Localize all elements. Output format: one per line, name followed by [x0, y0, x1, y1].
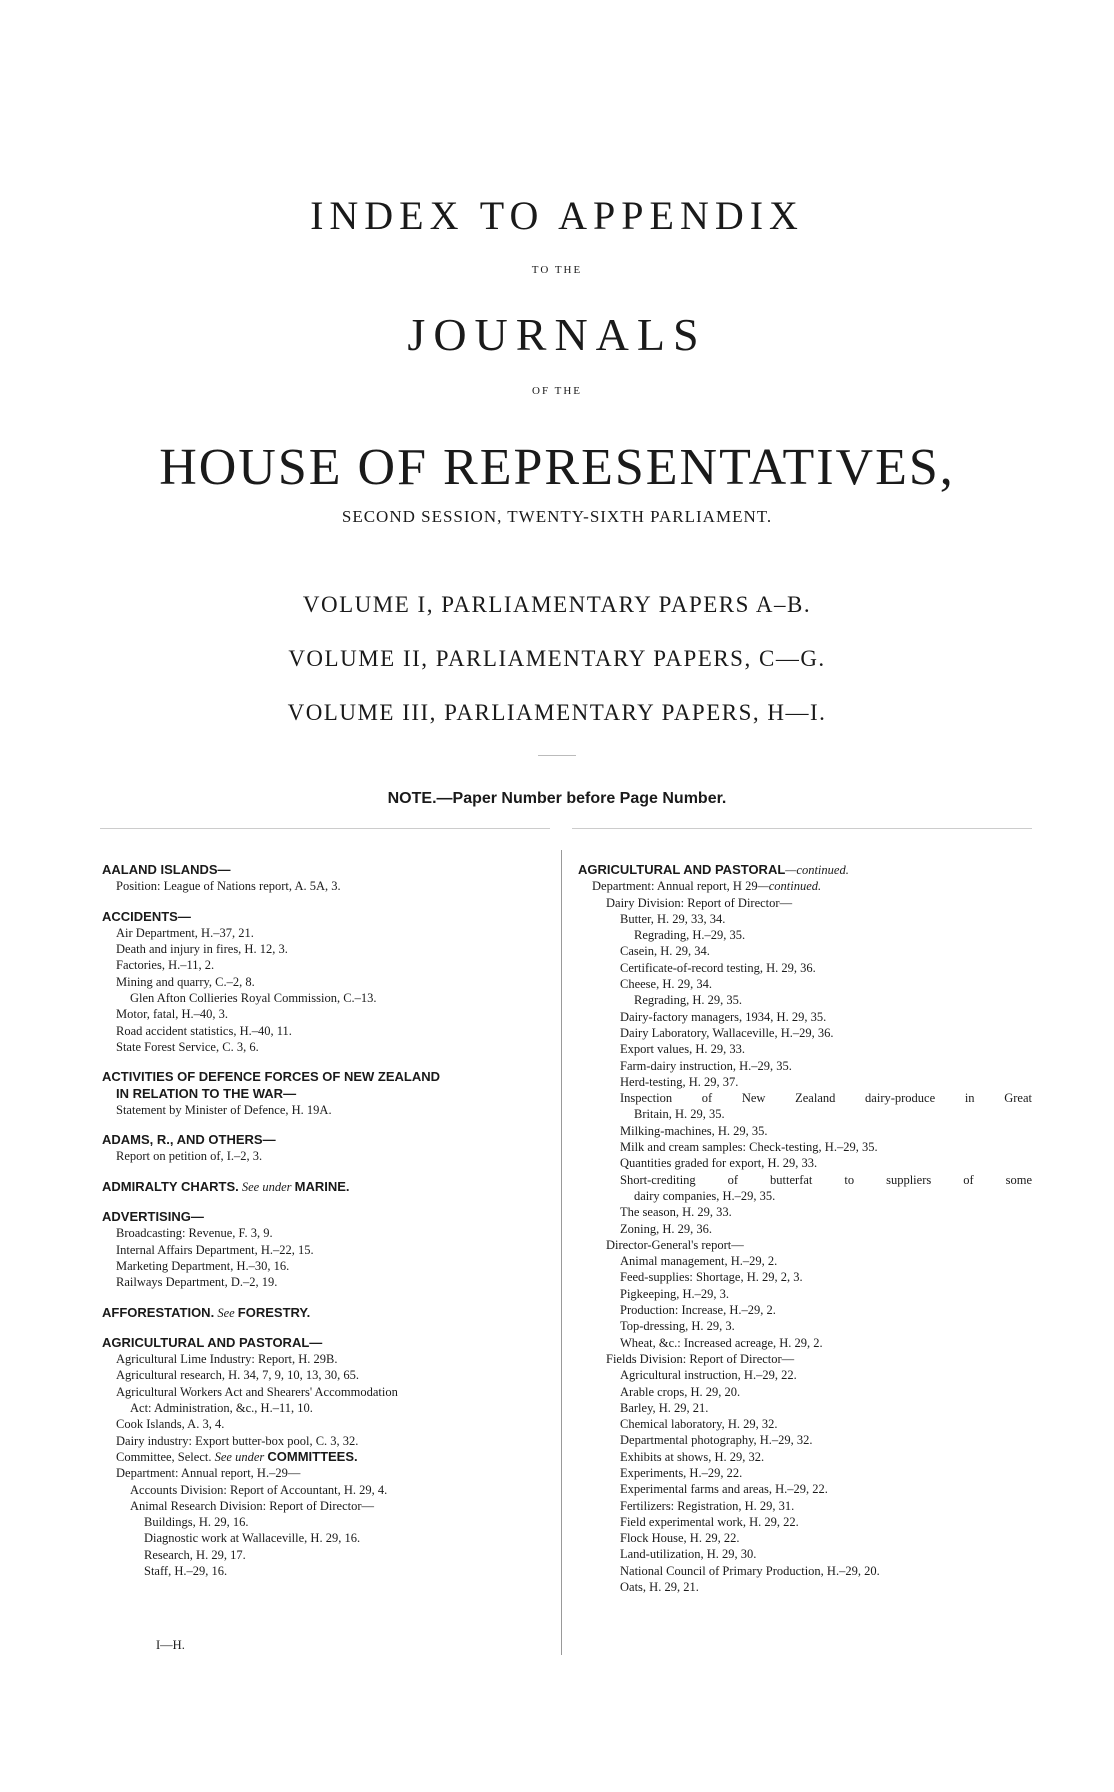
entry-subline: Experimental farms and areas, H.–29, 22. — [620, 1482, 828, 1497]
entry-subline: Milk and cream samples: Check-testing, H.–29, 35. — [620, 1140, 878, 1155]
title-journals: JOURNALS — [407, 309, 707, 360]
see-reference-target: COMMITTEES. — [267, 1448, 358, 1464]
entry-line: Road accident statistics, H.–40, 11. — [116, 1023, 292, 1038]
entry-subline: Land-utilization, H. 29, 30. — [620, 1547, 757, 1562]
entry-subline: Certificate-of-record testing, H. 29, 36. — [620, 960, 816, 975]
entry-line-committee — [102, 1449, 554, 1465]
entry-subsubline: Diagnostic work at Wallaceville, H. 29, 16. — [144, 1531, 361, 1546]
entry-heading: AALAND ISLANDS— — [102, 862, 231, 877]
entry-subline: Quantities graded for export, H. 29, 33. — [620, 1156, 818, 1171]
entry-line: Department: Annual report, H.–29— — [116, 1466, 301, 1481]
entry-subline: Arable crops, H. 29, 20. — [620, 1384, 741, 1399]
entry-heading: AFFORESTATION. — [102, 1304, 215, 1320]
entry-subline: Pigkeeping, H.–29, 3. — [620, 1286, 730, 1301]
right-column — [578, 862, 1032, 1595]
division-heading-fields: Fields Division: Report of Director— — [606, 1351, 795, 1366]
entry-subline: Feed-supplies: Shortage, H. 29, 2, 3. — [620, 1270, 803, 1285]
entry-subline: Oats, H. 29, 21. — [620, 1580, 699, 1595]
entry-subline: Dairy-factory managers, 1934, H. 29, 35. — [620, 1009, 827, 1024]
short-divider — [538, 755, 576, 756]
entry-aaland-islands — [102, 862, 554, 895]
entry-heading: ACCIDENTS— — [102, 908, 191, 924]
see-reference-target: FORESTRY. — [237, 1304, 311, 1320]
entry-subsubline: Regrading, H.–29, 35. — [634, 928, 746, 943]
entry-afforestation — [102, 1305, 554, 1321]
entry-subline: Glen Afton Collieries Royal Commission, C.–13. — [130, 991, 377, 1006]
entry-agricultural-and-pastoral-continued — [578, 862, 1032, 1595]
committee-text: Committee, Select. — [116, 1449, 212, 1464]
entry-heading: AGRICULTURAL AND PASTORAL— — [102, 1334, 323, 1350]
entry-line: Position: League of Nations report, A. 5A, 3. — [116, 879, 341, 894]
entry-subline: Farm-dairy instruction, H.–29, 35. — [620, 1058, 792, 1073]
entry-line: Agricultural Lime Industry: Report, H. 29B. — [116, 1352, 338, 1367]
entry-subline: Dairy Laboratory, Wallaceville, H.–29, 36. — [620, 1025, 834, 1040]
entry-line: Report on petition of, I.–2, 3. — [116, 1149, 263, 1164]
entry-line: Marketing Department, H.–30, 16. — [116, 1258, 290, 1273]
left-column-top-rule — [100, 828, 550, 829]
entry-subline: Departmental photography, H.–29, 32. — [620, 1433, 813, 1448]
entry-subline: Short-crediting of butterfat to suppliers of some — [620, 1172, 1032, 1187]
entry-heading: ADAMS, R., AND OTHERS— — [102, 1132, 276, 1148]
entry-subline: Casein, H. 29, 34. — [620, 944, 710, 959]
entry-line: Statement by Minister of Defence, H. 19A. — [116, 1102, 332, 1117]
entry-line: Internal Affairs Department, H.–22, 15. — [116, 1242, 314, 1257]
entry-line: Department: Annual report, H 29 — [592, 879, 758, 894]
division-heading-dairy: Dairy Division: Report of Director— — [606, 895, 793, 910]
continued-label: —continued. — [785, 863, 849, 877]
entry-subline: Export values, H. 29, 33. — [620, 1042, 745, 1057]
entry-heading: ADMIRALTY CHARTS. — [102, 1178, 239, 1194]
entry-subline: Top-dressing, H. 29, 3. — [620, 1319, 735, 1334]
entry-subline: National Council of Primary Production, H.–29, 20. — [620, 1563, 880, 1578]
left-column — [102, 862, 554, 1593]
entry-subline: Production: Increase, H.–29, 2. — [620, 1303, 776, 1318]
note-line: NOTE.—Paper Number before Page Number. — [387, 790, 727, 807]
entry-line: Dairy industry: Export butter-box pool, C. 3, 32. — [116, 1433, 359, 1448]
entry-heading: ADVERTISING— — [102, 1209, 204, 1225]
entry-line: Agricultural research, H. 34, 7, 9, 10, 13, 30, 65. — [116, 1368, 359, 1383]
entry-subline: Cheese, H. 29, 34. — [620, 977, 712, 992]
right-column-top-rule — [572, 828, 1032, 829]
entry-activities-of-defence-forces — [102, 1069, 554, 1118]
see-reference-target: MARINE. — [294, 1178, 350, 1194]
subtitle-of-the: OF THE — [532, 385, 582, 397]
entry-subline: Butter, H. 29, 33, 34. — [620, 911, 726, 926]
entry-line: Air Department, H.–37, 21. — [116, 925, 254, 940]
entry-line: Agricultural Workers Act and Shearers' Accommodation — [116, 1384, 398, 1399]
entry-subsubline: Regrading, H. 29, 35. — [634, 993, 742, 1008]
entry-subline: Flock House, H. 29, 22. — [620, 1531, 740, 1546]
entry-subline: Animal Research Division: Report of Director— — [130, 1498, 375, 1513]
volume-2-line: VOLUME II, PARLIAMENTARY PAPERS, C—G. — [288, 646, 826, 671]
entry-subline: Field experimental work, H. 29, 22. — [620, 1514, 799, 1529]
entry-advertising — [102, 1209, 554, 1290]
entry-subline: Exhibits at shows, H. 29, 32. — [620, 1449, 765, 1464]
entry-subline: Animal management, H.–29, 2. — [620, 1254, 778, 1269]
entry-subline: Milking-machines, H. 29, 35. — [620, 1123, 768, 1138]
entry-subline: Experiments, H.–29, 22. — [620, 1465, 743, 1480]
entry-line: Mining and quarry, C.–2, 8. — [116, 974, 255, 989]
subtitle-to-the: TO THE — [531, 264, 583, 276]
entry-subline-continued: Britain, H. 29, 35. — [634, 1107, 725, 1122]
entry-line: Cook Islands, A. 3, 4. — [116, 1417, 225, 1432]
entry-admiralty-charts — [102, 1179, 554, 1195]
entry-line: Factories, H.–11, 2. — [116, 958, 215, 973]
entry-line: Broadcasting: Revenue, F. 3, 9. — [116, 1226, 273, 1241]
entry-accidents — [102, 909, 554, 1056]
title-house-of-representatives: HOUSE OF REPRESENTATIVES, — [159, 439, 955, 496]
see-reference-label: See under — [241, 1179, 292, 1194]
column-divider — [561, 850, 562, 1655]
entry-line: Motor, fatal, H.–40, 3. — [116, 1007, 228, 1022]
entry-heading-continued: IN RELATION TO THE WAR— — [116, 1085, 297, 1101]
entry-subline: Chemical laboratory, H. 29, 32. — [620, 1417, 778, 1432]
entry-subline: Herd-testing, H. 29, 37. — [620, 1074, 739, 1089]
page-signature: I—H. — [156, 1638, 185, 1652]
entry-line-continued: Act: Administration, &c., H.–11, 10. — [130, 1401, 313, 1416]
entry-subline: Fertilizers: Registration, H. 29, 31. — [620, 1498, 795, 1513]
entry-heading: ACTIVITIES OF DEFENCE FORCES OF NEW ZEALAND — [102, 1069, 441, 1085]
entry-subsubline: Buildings, H. 29, 16. — [144, 1515, 249, 1530]
volume-3-line: VOLUME III, PARLIAMENTARY PAPERS, H—I. — [287, 700, 827, 725]
entry-subline: The season, H. 29, 33. — [620, 1205, 732, 1220]
entry-subline: Inspection of New Zealand dairy-produce in Great — [620, 1091, 1032, 1106]
entry-subline: Accounts Division: Report of Accountant, H. 29, 4. — [130, 1482, 388, 1497]
session-line: SECOND SESSION, TWENTY-SIXTH PARLIAMENT. — [341, 507, 773, 526]
entry-adams-r — [102, 1132, 554, 1165]
entry-line: Death and injury in fires, H. 12, 3. — [116, 942, 288, 957]
continued-label: —continued. — [757, 879, 822, 894]
entry-subline: Barley, H. 29, 21. — [620, 1400, 709, 1415]
title-index-to-appendix: INDEX TO APPENDIX — [310, 193, 804, 238]
entry-agricultural-and-pastoral — [102, 1335, 554, 1579]
entry-line: Railways Department, D.–2, 19. — [116, 1275, 278, 1290]
entry-line: State Forest Service, C. 3, 6. — [116, 1039, 259, 1054]
entry-subline: Agricultural instruction, H.–29, 22. — [620, 1368, 797, 1383]
see-reference-label: See — [217, 1305, 235, 1320]
entry-subsubline: Staff, H.–29, 16. — [144, 1563, 228, 1578]
entry-subline-continued: dairy companies, H.–29, 35. — [634, 1188, 776, 1203]
division-heading-director-general: Director-General's report— — [606, 1237, 744, 1252]
see-reference-label: See under — [214, 1449, 265, 1464]
volume-1-line: VOLUME I, PARLIAMENTARY PAPERS A–B. — [302, 592, 812, 617]
entry-subline: Zoning, H. 29, 36. — [620, 1221, 713, 1236]
entry-subline: Wheat, &c.: Increased acreage, H. 29, 2. — [620, 1335, 823, 1350]
entry-subsubline: Research, H. 29, 17. — [144, 1547, 246, 1562]
entry-heading: AGRICULTURAL AND PASTORAL — [578, 862, 786, 877]
